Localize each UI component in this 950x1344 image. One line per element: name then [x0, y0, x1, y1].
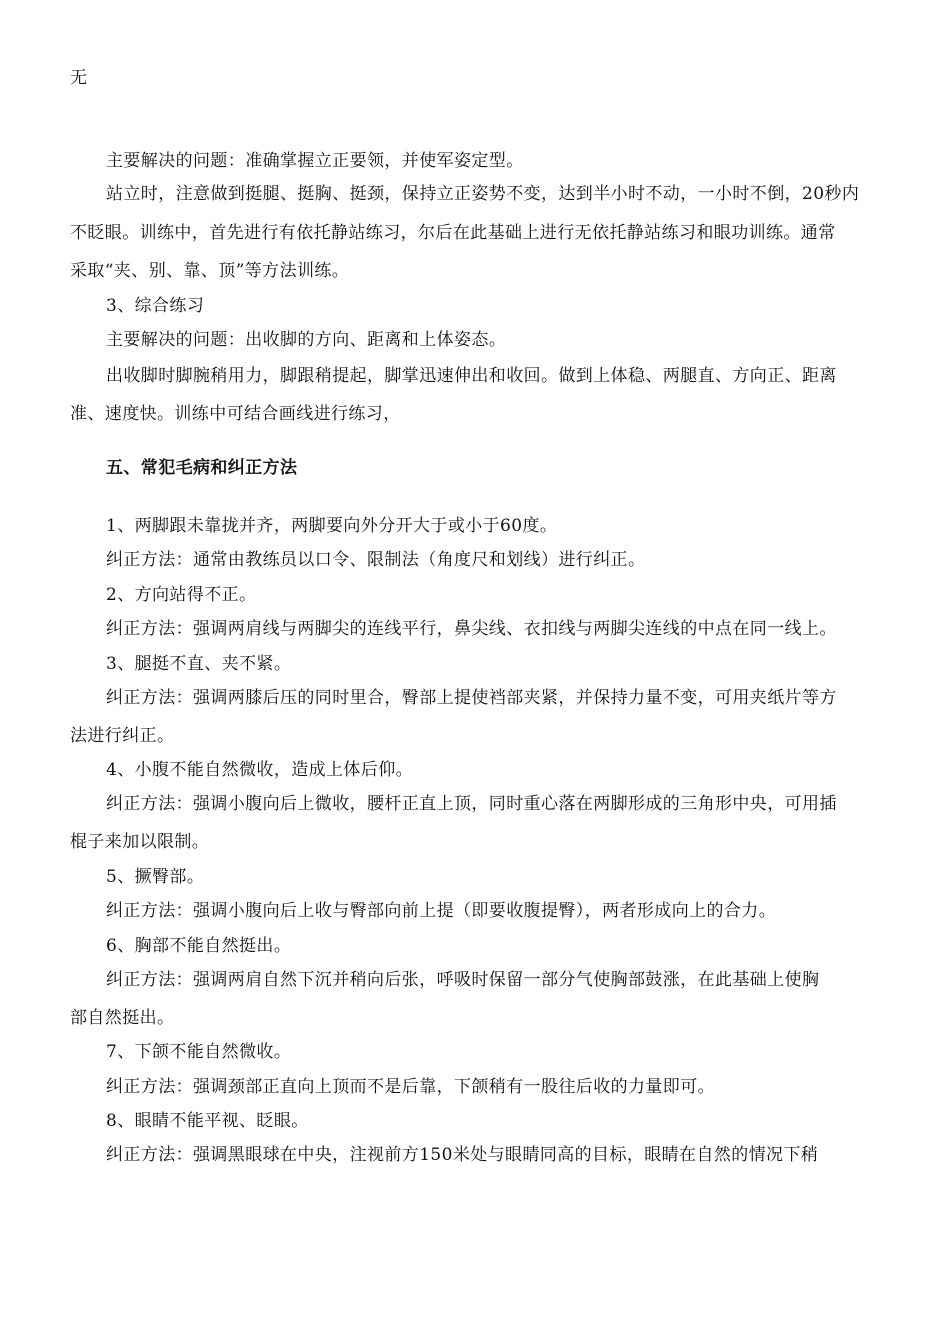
text-line: 纠正方法：强调黑眼球在中央，注视前方150米处与眼睛同高的目标，眼睛在自然的情况下稍 [106, 1145, 819, 1165]
text-line: 纠正方法：强调小腹向后上微收，腰杆正直上顶，同时重心落在两脚形成的三角形中央，可用插 [106, 794, 837, 814]
text-line: 主要解决的问题：准确掌握立正要领，并使军姿定型。 [106, 151, 524, 171]
text-line: 纠正方法：强调两膝后压的同时里合，臀部上提使裆部夹紧，并保持力量不变，可用夹纸片等方 [106, 688, 837, 708]
text-line: 法进行纠正。 [70, 726, 175, 746]
text-line: 5、撅臀部。 [106, 867, 205, 887]
text-line: 纠正方法：强调小腹向后上收与臀部向前上提（即要收腹提臀），两者形成向上的合力。 [106, 901, 777, 921]
text-line: 出收脚时脚腕稍用力，脚跟稍提起，脚掌迅速伸出和收回。做到上体稳、两腿直、方向正、距离 [106, 366, 837, 386]
text-line: 7、下颌不能自然微收。 [106, 1042, 292, 1062]
text-line: 采取“夹、别、靠、顶”等方法训练。 [70, 261, 350, 281]
text-line: 2、方向站得不正。 [106, 585, 257, 605]
text-line: 4、小腹不能自然微收，造成上体后仰。 [106, 760, 414, 780]
text-line: 1、两脚跟未靠拢并齐，两脚要向外分开大于或小于60度。 [106, 516, 558, 536]
text-line: 纠正方法：强调两肩自然下沉并稍向后张，呼吸时保留一部分气使胸部鼓涨，在此基础上使胸 [106, 970, 820, 990]
text-line: 不眨眼。训练中，首先进行有依托静站练习，尔后在此基础上进行无依托静站练习和眼功训练。通常 [70, 223, 836, 243]
text-line: 纠正方法：强调两肩线与两脚尖的连线平行，鼻尖线、衣扣线与两脚尖连线的中点在同一线上。 [106, 619, 837, 639]
text-line: 3、综合练习 [106, 296, 205, 316]
text-line: 6、胸部不能自然挺出。 [106, 936, 292, 956]
text-line: 部自然挺出。 [70, 1008, 175, 1028]
text-line: 纠正方法：通常由教练员以口令、限制法（角度尺和划线）进行纠正。 [106, 550, 646, 570]
text-line: 纠正方法：强调颈部正直向上顶而不是后靠，下颌稍有一股往后收的力量即可。 [106, 1077, 715, 1097]
text-line: 3、腿挺不直、夹不紧。 [106, 654, 292, 674]
text-line: 8、眼睛不能平视、眨眼。 [106, 1111, 309, 1131]
text-line: 无 [70, 68, 88, 88]
text-line: 准、速度快。训练中可结合画线进行练习， [70, 404, 401, 424]
text-line: 棍子来加以限制。 [70, 832, 210, 852]
section-heading: 五、常犯毛病和纠正方法 [106, 458, 298, 478]
text-line: 站立时，注意做到挺腿、挺胸、挺颈，保持立正姿势不变，达到半小时不动，一小时不倒，20秒内 [106, 184, 860, 204]
text-line: 主要解决的问题：出收脚的方向、距离和上体姿态。 [106, 330, 507, 350]
